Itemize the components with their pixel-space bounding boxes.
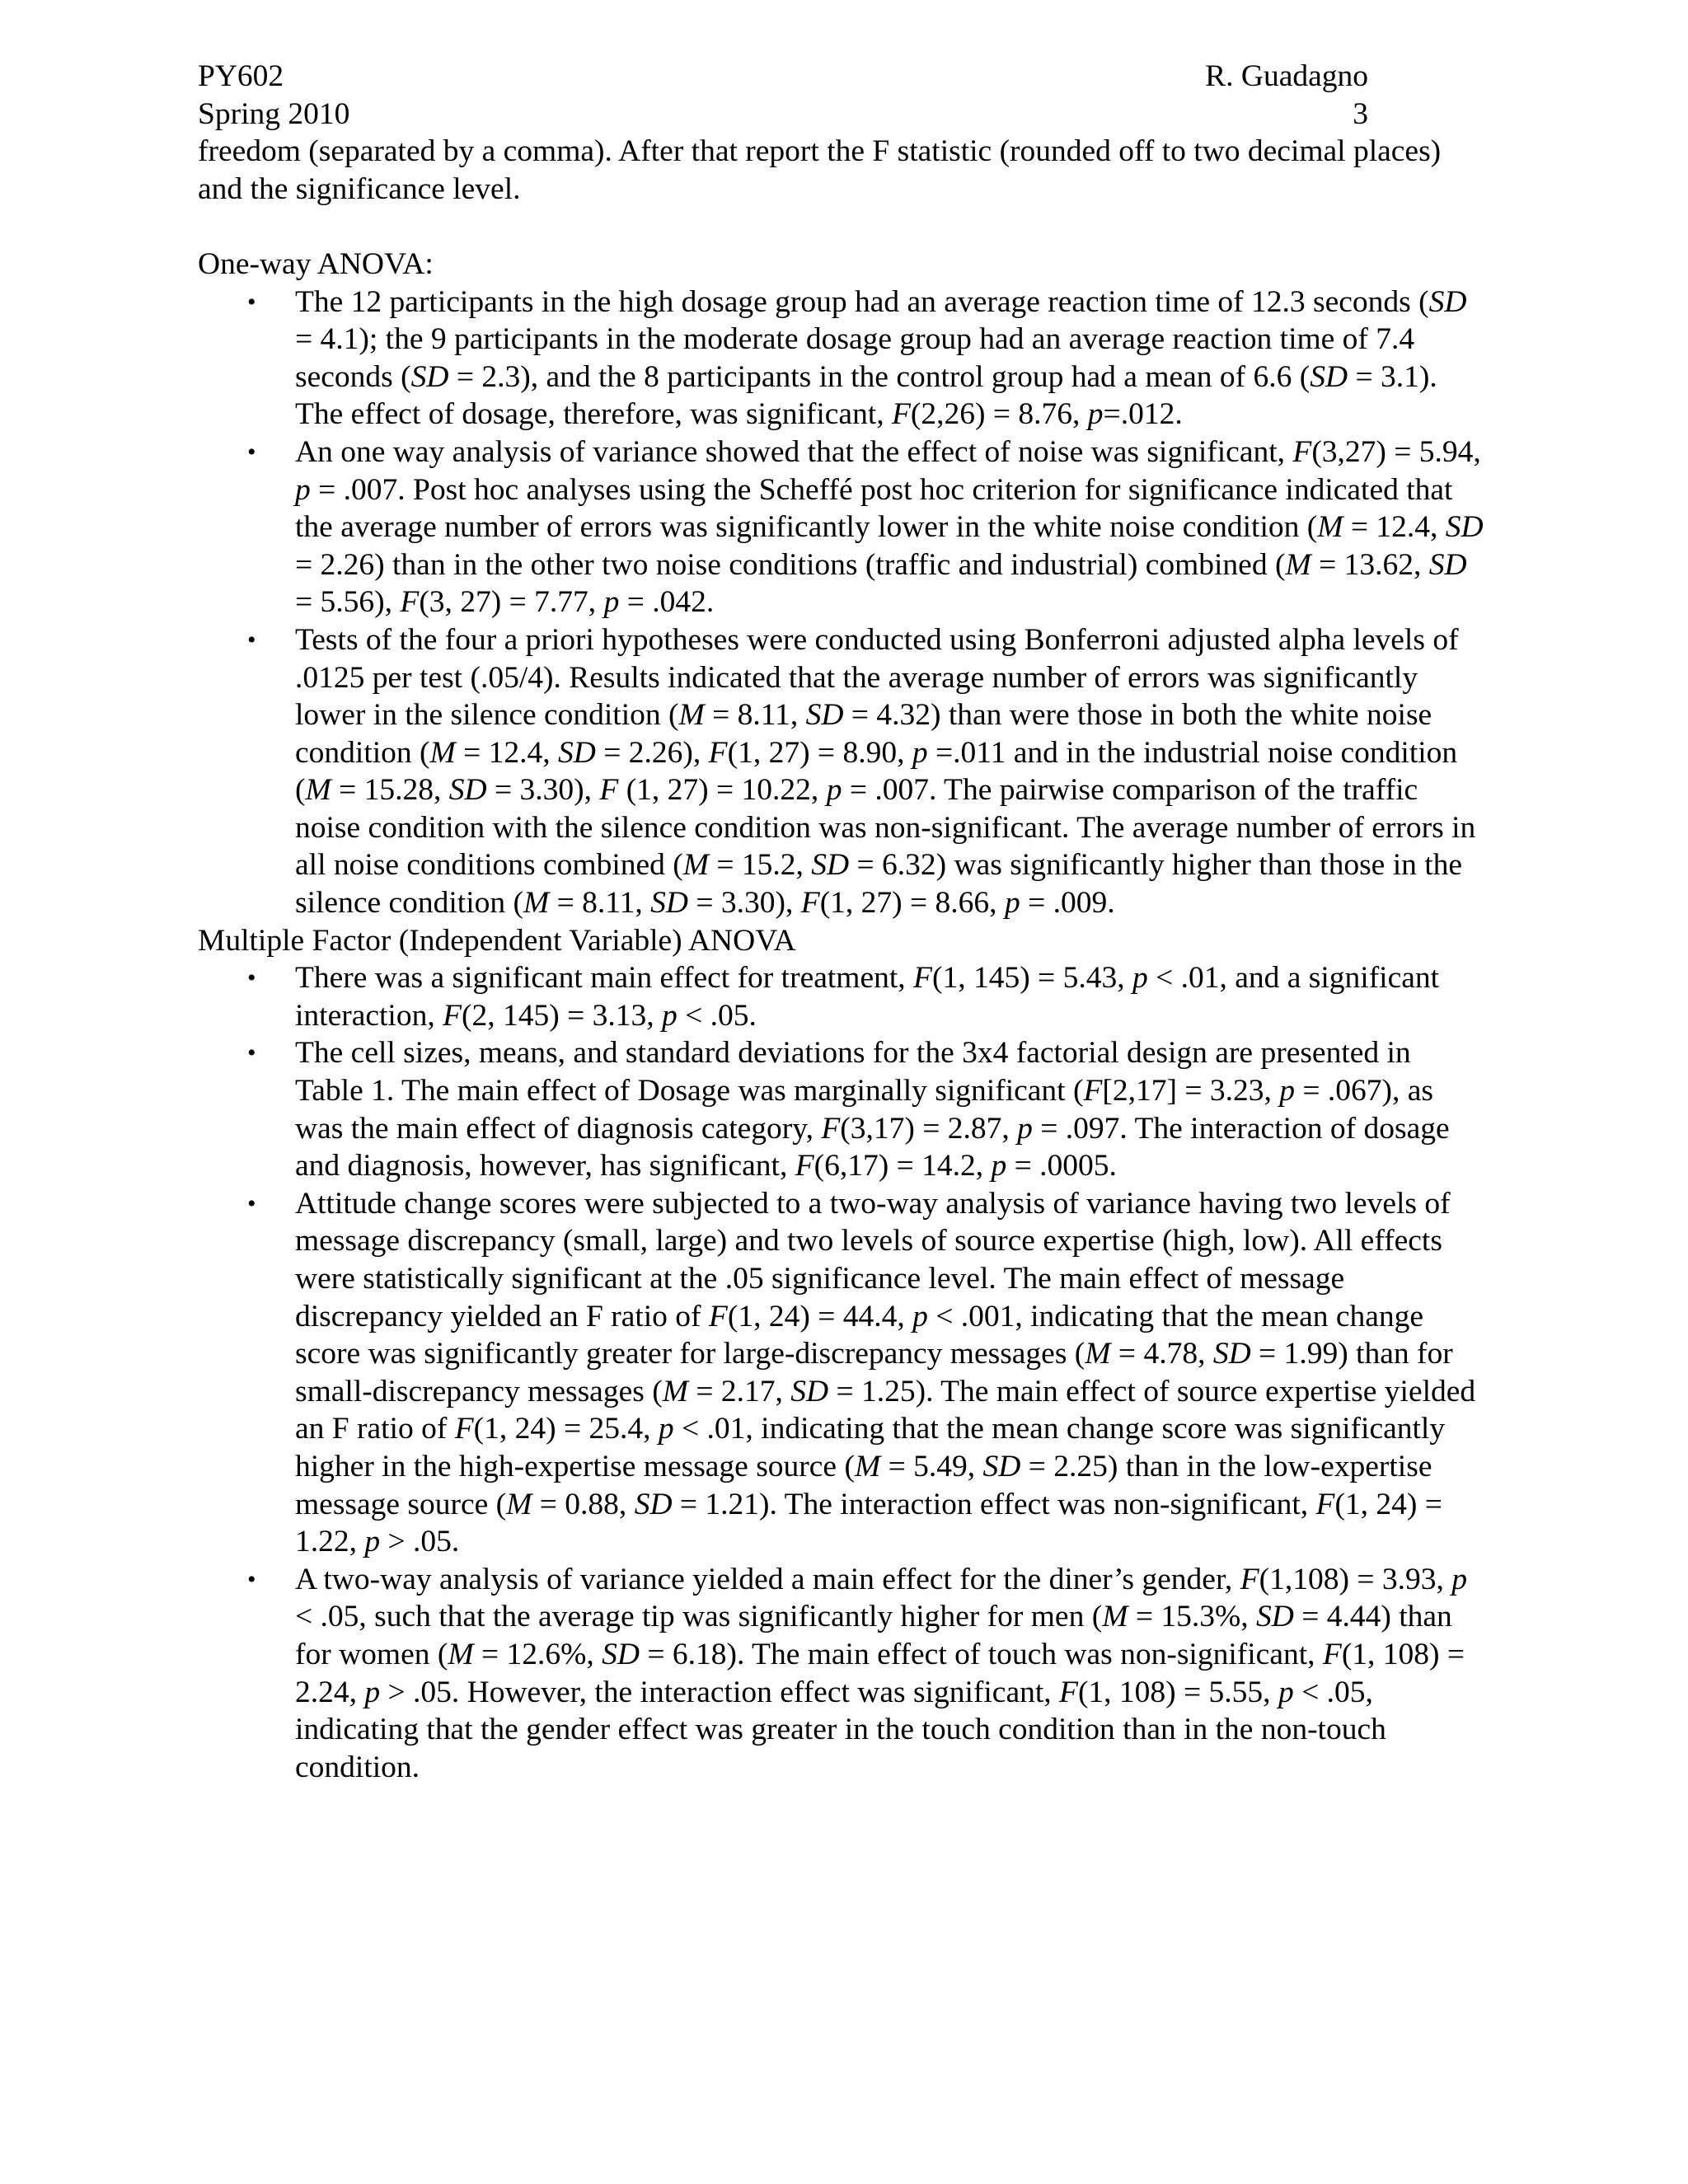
bullet-list-multiple-factor [198,959,1484,1786]
paragraph-gap [198,208,1484,246]
list-item [198,621,1484,922]
section-title-multiple-factor: Multiple Factor (Independent Variable) ANOVA [198,923,796,958]
bullet-list-one-way [198,284,1484,922]
author: R. Guadagno [1205,59,1368,93]
term: Spring 2010 [198,96,350,131]
bullet-icon: • [247,964,256,992]
bullet-icon: • [247,1189,256,1217]
section-title-one-way: One-way ANOVA: [198,246,434,281]
list-item-text: The 12 participants in the high dosage group had an average reaction time of 12.3 seconds (SD = 4.1); the 9 participants in the moderate dosage group had an average reaction time of 7.4 seconds (SD = 2.3), and the 8 participants in the control group had a mean of 6.6 (SD = 3.1). The effect of dosage, therefore, was significant, F(2,26) = 8.76, p=.012. [295,284,1467,432]
list-item-text: Attitude change scores were subjected to a two-way analysis of variance having two levels of message discrepancy (small, large) and two levels of source expertise (high, low). All effects were statistically significant at the .05 significance level. The main effect of message discrepancy yielded an F ratio of F(1, 24) = 44.4, p < .001, indicating that the mean change score was significantly greater for large-discrepancy messages (M = 4.78, SD = 1.99) than for small-discrepancy messages (M = 2.17, SD = 1.25). The main effect of source expertise yielded an F ratio of F(1, 24) = 25.4, p < .01, indicating that the mean change score was significantly higher in the high-expertise message source (M = 5.49, SD = 2.25) than in the low-expertise message source (M = 0.88, SD = 1.21). The interaction effect was non-significant, F(1, 24) = 1.22, p > .05. [295,1186,1476,1559]
page-header [198,58,1368,133]
bullet-icon: • [247,626,256,654]
list-item-text: A two-way analysis of variance yielded a main effect for the diner’s gender, F(1,108) = 3.93, p < .05, such that the average tip was significantly higher for men (M = 15.3%, SD = 4.44) than for women (M = 12.6%, SD = 6.18). The main effect of touch was non-significant, F(1, 108) = 2.24, p > .05. However, the interaction effect was significant, F(1, 108) = 5.55, p < .05, indicating that the gender effect was greater in the touch condition than in the non-touch condition. [295,1562,1467,1784]
bullet-icon: • [247,288,256,316]
list-item [198,1561,1484,1787]
intro-paragraph: freedom (separated by a comma). After that report the F statistic (rounded off to two decimal places) and the significance level. [198,134,1442,206]
list-item-text: Tests of the four a priori hypotheses were conducted using Bonferroni adjusted alpha levels of .0125 per test (.05/4). Results indicated that the average number of errors was significantly lower in the silence condition (M = 8.11, SD = 4.32) than were those in both the white noise condition (M = 12.4, SD = 2.26), F(1, 27) = 8.90, p =.011 and in the industrial noise condition (M = 15.28, SD = 3.30), F (1, 27) = 10.22, p = .007. The pairwise comparison of the traffic noise condition with the silence condition was non-significant. The average number of errors in all noise conditions combined (M = 15.2, SD = 6.32) was significantly higher than those in the silence condition (M = 8.11, SD = 3.30), F(1, 27) = 8.66, p = .009. [295,622,1476,921]
page-number: 3 [1353,96,1368,131]
bullet-icon: • [247,1565,256,1593]
list-item [198,1185,1484,1561]
list-item [198,284,1484,434]
bullet-icon: • [247,438,256,466]
list-item [198,434,1484,621]
list-item-text: An one way analysis of variance showed that the effect of noise was significant, F(3,27) = 5.94, p = .007. Post hoc analyses using the Scheffé post hoc criterion for significance indicated that the average number of errors was significantly lower in the white noise condition (M = 12.4, SD = 2.26) than in the other two noise conditions (traffic and industrial) combined (M = 13.62, SD = 5.56), F(3, 27) = 7.77, p = .042. [295,434,1484,620]
bullet-icon: • [247,1039,256,1067]
document-page [198,58,1484,1786]
list-item-text: There was a significant main effect for treatment, F(1, 145) = 5.43, p < .01, and a significant interaction, F(2, 145) = 3.13, p < .05. [295,961,1440,1033]
course-code: PY602 [198,59,284,93]
list-item-text: The cell sizes, means, and standard deviations for the 3x4 factorial design are presented in Table 1. The main effect of Dosage was marginally significant (F[2,17] = 3.23, p = .067), as was the main effect of diagnosis category, F(3,17) = 2.87, p = .097. The interaction of dosage and diagnosis, however, has significant, F(6,17) = 14.2, p = .0005. [295,1036,1450,1183]
list-item [198,1034,1484,1184]
list-item [198,959,1484,1034]
